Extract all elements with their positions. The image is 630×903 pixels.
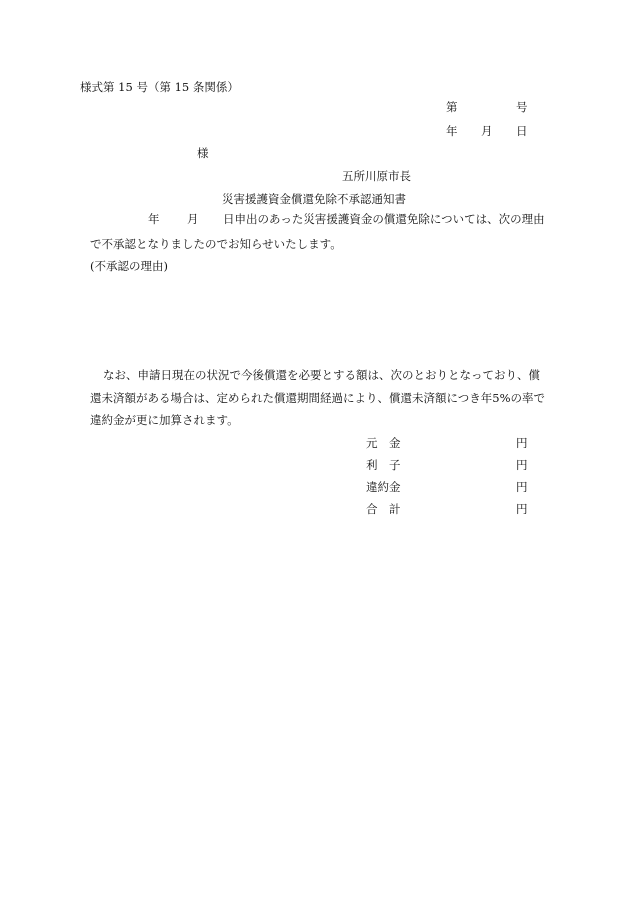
date-day: 日 <box>516 124 528 138</box>
body-month: 月 <box>187 212 199 226</box>
number-dai: 第 <box>446 100 458 114</box>
document-title: 災害援護資金償還免除不承認通知書 <box>222 192 406 206</box>
body-line1: 日申出のあった災害援護資金の償還免除については、次の理由 <box>223 212 545 226</box>
body-line2: で不承認となりましたのでお知らせいたします。 <box>90 237 342 251</box>
amount-label: 元 金 <box>366 436 401 450</box>
date-month: 月 <box>481 124 493 138</box>
date-year: 年 <box>446 124 458 138</box>
body-year: 年 <box>148 212 160 226</box>
form-label: 様式第 15 号（第 15 条関係） <box>80 80 239 94</box>
amount-label: 合 計 <box>366 502 401 516</box>
notice-line3: 違約金が更に加算されます。 <box>90 413 239 427</box>
number-go: 号 <box>516 100 528 114</box>
sender: 五所川原市長 <box>342 169 411 183</box>
amount-unit: 円 <box>516 458 528 472</box>
amount-label: 違約金 <box>366 480 401 494</box>
amount-unit: 円 <box>516 480 528 494</box>
amount-unit: 円 <box>516 502 528 516</box>
amount-label: 利 子 <box>366 458 401 472</box>
addressee: 様 <box>197 146 209 160</box>
notice-line1: なお、申請日現在の状況で今後償還を必要とする額は、次のとおりとなっており、償 <box>103 368 540 382</box>
reason-heading: (不承認の理由) <box>90 259 168 273</box>
amount-unit: 円 <box>516 436 528 450</box>
notice-line2: 還未済額がある場合は、定められた償還期間経過により、償還未済額につき年5%の率で <box>90 391 546 405</box>
